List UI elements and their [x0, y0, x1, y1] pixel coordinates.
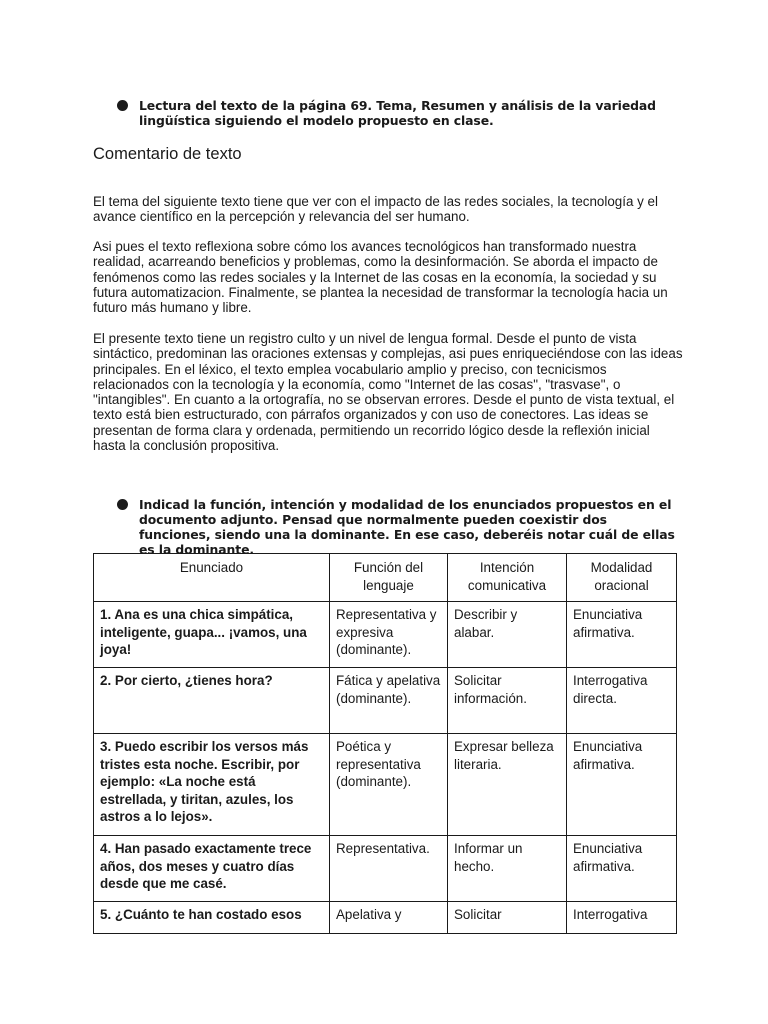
instruction-text-1: Lectura del texto de la página 69. Tema, Resumen y análisis de la variedad lingüística siguiendo el modelo propuesto en clase. [139, 98, 656, 128]
cell-enunciado: 5. ¿Cuánto te han costado esos [94, 902, 330, 934]
cell-funcion: Fática y apelativa (dominante). [330, 668, 448, 734]
cell-modalidad: Enunciativa afirmativa. [567, 602, 677, 668]
cell-intencion: Describir y alabar. [448, 602, 567, 668]
paragraph-analysis: El presente texto tiene un registro culto y un nivel de lengua formal. Desde el punto de vista sintáctico, predominan las oraciones extensas y complejas, asi pues enriqueciéndose con las ideas principales. En el léxico, el texto emplea vocabulario amplio y preciso, con tecnicismos relacionados con la tecnología y la economía, como "Internet de las cosas", "trasvase", o "intangibles". En cuanto a la ortografía, no se observan errores. Desde el punto de vista textual, el texto está bien estructurado, con párrafos organizados y con uso de conectores. Las ideas se presentan de forma clara y ordenada, permitiendo un recorrido lógico desde la reflexión inicial hasta la conclusión propositiva. [93, 331, 683, 454]
cell-funcion: Apelativa y [330, 902, 448, 934]
cell-intencion: Solicitar [448, 902, 567, 934]
cell-funcion: Representativa y expresiva (dominante). [330, 602, 448, 668]
table-row [94, 902, 677, 934]
header-funcion: Función del lenguaje [330, 554, 448, 602]
cell-funcion: Representativa. [330, 836, 448, 902]
table-row [94, 836, 677, 902]
table-row [94, 602, 677, 668]
section-heading: Comentario de texto [93, 145, 242, 163]
analysis-table [93, 553, 677, 934]
instruction-bullet-2 [117, 497, 677, 557]
cell-intencion: Solicitar información. [448, 668, 567, 734]
bullet-dot-icon [117, 499, 128, 510]
bullet-dot-icon [117, 100, 128, 111]
paragraph-theme: El tema del siguiente texto tiene que ver con el impacto de las redes sociales, la tecnología y el avance científico en la percepción y relevancia del ser humano. [93, 194, 658, 225]
cell-enunciado: 2. Por cierto, ¿tienes hora? [94, 668, 330, 734]
table-row [94, 734, 677, 836]
header-intencion: Intención comunicativa [448, 554, 567, 602]
instruction-bullet-1 [117, 98, 677, 128]
cell-modalidad: Interrogativa directa. [567, 668, 677, 734]
cell-enunciado: 1. Ana es una chica simpática, inteligente, guapa... ¡vamos, una joya! [94, 602, 330, 668]
cell-enunciado: 3. Puedo escribir los versos más tristes esta noche. Escribir, por ejemplo: «La noche está estrellada, y tiritan, azules, los astros a lo lejos». [94, 734, 330, 836]
header-modalidad: Modalidad oracional [567, 554, 677, 602]
instruction-text-2: Indicad la función, intención y modalidad de los enunciados propuestos en el documento adjunto. Pensad que normalmente pueden coexistir dos funciones, siendo una la dominante. En ese caso, deberéis notar cuál de ellas es la dominante. [139, 497, 675, 557]
paragraph-summary: Asi pues el texto reflexiona sobre cómo los avances tecnológicos han transformado nuestra realidad, acarreando beneficios y problemas, como la desinformación. Se aborda el impacto de fenómenos como las redes sociales y la Internet de las cosas en la economía, la sociedad y su futura automatizacion. Finalmente, se plantea la necesidad de transformar la tecnología hacia un futuro más humano y libre. [93, 239, 668, 316]
header-enunciado: Enunciado [94, 554, 330, 602]
cell-intencion: Expresar belleza literaria. [448, 734, 567, 836]
table-header-row [94, 554, 677, 602]
cell-modalidad: Enunciativa afirmativa. [567, 734, 677, 836]
cell-enunciado: 4. Han pasado exactamente trece años, dos meses y cuatro días desde que me casé. [94, 836, 330, 902]
cell-modalidad: Interrogativa [567, 902, 677, 934]
cell-modalidad: Enunciativa afirmativa. [567, 836, 677, 902]
cell-funcion: Poética y representativa (dominante). [330, 734, 448, 836]
cell-intencion: Informar un hecho. [448, 836, 567, 902]
table-row [94, 668, 677, 734]
